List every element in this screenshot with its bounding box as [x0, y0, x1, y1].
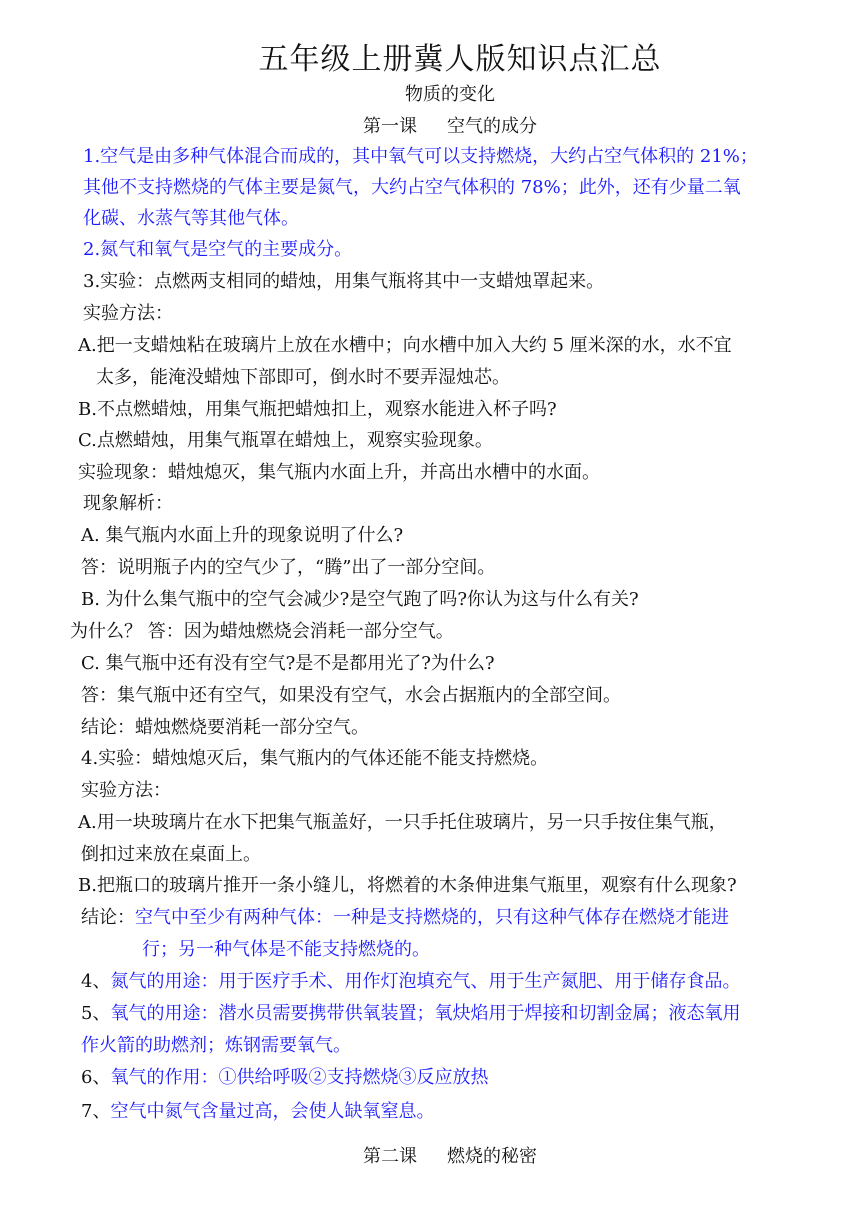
item-line [81, 1066, 488, 1090]
paragraph-line: 实验方法： [81, 780, 171, 801]
paragraph-line: 4.实验：蜡烛熄灭后，集气瓶内的气体还能不能支持燃烧。 [81, 748, 549, 769]
paragraph-line: 结论：蜡烛燃烧要消耗一部分空气。 [81, 717, 369, 738]
item-text: 氧气的作用：①供给呼吸②支持燃烧③反应放热 [110, 1067, 489, 1088]
item-text: 氧气的用途：潜水员需要携带供氧装置；氧炔焰用于焊接和切割金属；液态氧用 [110, 1003, 741, 1024]
lesson-1-name: 空气的成分 [447, 116, 537, 137]
item-number: 6、 [81, 1067, 111, 1088]
paragraph-line: 行；另一种气体是不能支持燃烧的。 [142, 939, 430, 960]
unit-subtitle: 物质的变化 [405, 84, 495, 105]
paragraph-line: 现象解析： [83, 493, 173, 514]
item-text: 氮气的用途：用于医疗手术、用作灯泡填充气、用于生产氮肥、用于储存食品。 [110, 971, 741, 992]
paragraph-line: 2.氮气和氧气是空气的主要成分。 [83, 239, 353, 260]
paragraph-line: 化碳、水蒸气等其他气体。 [83, 208, 299, 229]
item-number: 7、 [81, 1101, 111, 1122]
paragraph-line: A. 集气瓶内水面上升的现象说明了什么? [81, 525, 404, 546]
lesson-2-heading [0, 1142, 860, 1168]
paragraph-line: A.把一支蜡烛粘在玻璃片上放在水槽中；向水槽中加入大约 5 厘米深的水，水不宜 [78, 335, 732, 356]
paragraph-line: C.点燃蜡烛，用集气瓶罩在蜡烛上，观察实验现象。 [78, 430, 493, 451]
paragraph-line: 作火箭的助燃剂；炼钢需要氧气。 [81, 1035, 351, 1056]
paragraph-line: 倒扣过来放在桌面上。 [81, 844, 261, 865]
paragraph-line: 实验现象：蜡烛熄灭，集气瓶内水面上升，并高出水槽中的水面。 [78, 462, 600, 483]
item-number: 4、 [81, 971, 111, 992]
paragraph-line: 1.空气是由多种气体混合而成的，其中氧气可以支持燃烧，大约占空气体积的 21%； [83, 146, 758, 167]
paragraph-line: 答：集气瓶中还有空气，如果没有空气，水会占据瓶内的全部空间。 [81, 685, 621, 706]
paragraph-line: B.把瓶口的玻璃片推开一条小缝儿，将燃着的木条伸进集气瓶里，观察有什么现象? [78, 875, 737, 896]
paragraph-line: 实验方法： [83, 303, 173, 324]
lesson-2-name: 燃烧的秘密 [447, 1146, 537, 1167]
item-number: 5、 [81, 1003, 111, 1024]
paragraph-line: 太多，能淹没蜡烛下部即可，倒水时不要弄湿烛芯。 [96, 367, 510, 388]
paragraph-line: 答：说明瓶子内的空气少了，“腾”出了一部分空间。 [81, 557, 496, 578]
conclusion-line [81, 906, 729, 930]
lesson-1-number: 第一课 [363, 116, 417, 137]
paragraph-line: 其他不支持燃烧的气体主要是氮气，大约占空气体积的 78%；此外，还有少量二氧 [83, 177, 741, 198]
paragraph-line: 为什么？ 答：因为蜡烛燃烧会消耗一部分空气。 [70, 621, 454, 642]
paragraph-line: A.用一块玻璃片在水下把集气瓶盖好，一只手托住玻璃片，另一只手按住集气瓶， [78, 812, 727, 833]
paragraph-line: B.不点燃蜡烛，用集气瓶把蜡烛扣上，观察水能进入杯子吗? [78, 399, 557, 420]
lesson-2-number: 第二课 [363, 1146, 417, 1167]
conclusion-label: 结论： [81, 907, 135, 928]
item-text: 空气中氮气含量过高，会使人缺氧窒息。 [110, 1101, 435, 1122]
paragraph-line: 3.实验：点燃两支相同的蜡烛，用集气瓶将其中一支蜡烛罩起来。 [83, 271, 605, 292]
paragraph-line: C. 集气瓶中还有没有空气?是不是都用光了?为什么? [81, 653, 495, 674]
lesson-1-heading [0, 112, 860, 138]
document-title: 五年级上册冀人版知识点汇总 [258, 42, 662, 77]
item-line [81, 1100, 434, 1124]
conclusion-text: 空气中至少有两种气体：一种是支持燃烧的，只有这种气体存在燃烧才能进 [135, 907, 729, 928]
item-line [81, 970, 740, 994]
paragraph-line: B. 为什么集气瓶中的空气会减少?是空气跑了吗?你认为这与什么有关? [81, 589, 639, 610]
item-line [81, 1002, 740, 1026]
